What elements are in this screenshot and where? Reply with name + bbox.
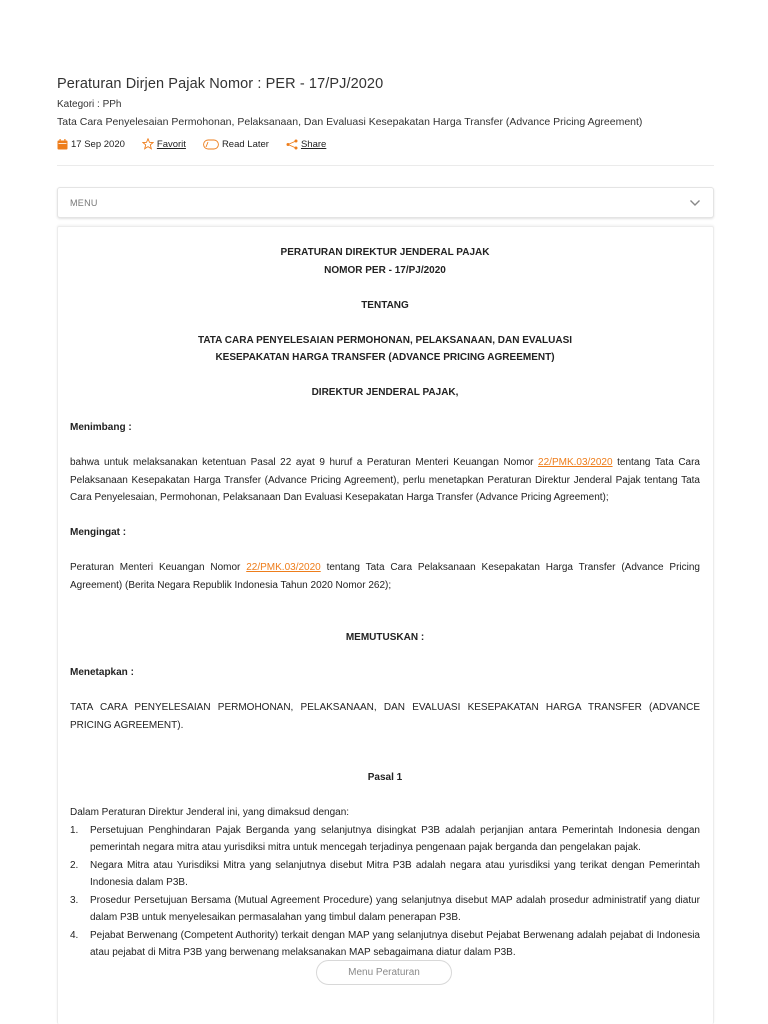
- list-item: 3. Prosedur Persetujuan Bersama (Mutual Agreement Procedure) yang selanjutnya disebut MAP adalah prosedur administratif yang diatur dalam P3B untuk menyelesaikan permasalahan yang timbul dalam penerapan P3B.: [70, 894, 700, 923]
- menu-peraturan-button[interactable]: Menu Peraturan: [316, 960, 452, 985]
- star-icon: [142, 138, 154, 150]
- share-label[interactable]: Share: [300, 138, 327, 150]
- doc-dirjen: DIREKTUR JENDERAL PAJAK,: [311, 387, 459, 398]
- favorite-button[interactable]: [142, 138, 186, 150]
- pmk-link[interactable]: 22/PMK.03/2020: [246, 562, 321, 573]
- read-later-label[interactable]: Read Later: [221, 138, 269, 150]
- share-icon: [286, 139, 298, 150]
- menetapkan-label: Menetapkan :: [70, 667, 134, 678]
- page-subtitle: Tata Cara Penyelesaian Permohonan, Pelaksanaan, Dan Evaluasi Kesepakatan Harga Transfer (Advance Pricing Agreement): [57, 116, 643, 128]
- menetapkan-text: TATA CARA PENYELESAIAN PERMOHONAN, PELAKSANAAN, DAN EVALUASI KESEPAKATAN HARGA TRANSFER (ADVANCE PRICING AGREEMENT).: [70, 702, 700, 731]
- pasal-intro: Dalam Peraturan Direktur Jenderal ini, yang dimaksud dengan:: [70, 807, 350, 818]
- menu-dropdown[interactable]: [57, 187, 714, 218]
- category-label: Kategori : PPh: [57, 99, 122, 110]
- definition-list: [70, 822, 700, 962]
- list-item: 1. Persetujuan Penghindaran Pajak Berganda yang selanjutnya disingkat P3B adalah perjanjian antara Pemerintah Indonesia dengan pemerintah negara mitra atau yurisdiksi mitra untuk mencegah terjadinya pengenaan pajak berganda dan pengelakan pajak.: [70, 824, 700, 853]
- doc-tentang: TENTANG: [361, 299, 409, 311]
- calendar-icon: [57, 139, 68, 150]
- read-later-icon: [203, 139, 219, 150]
- chevron-down-icon[interactable]: [689, 199, 701, 207]
- mengingat-text: Peraturan Menteri Keuangan Nomor 22/PMK.03/2020 tentang Tata Cara Pelaksanaan Kesepakatan Harga Transfer (Advance Pricing Agreement) (Berita Negara Republik Indonesia Tahun 2020 Nomor 262);: [70, 562, 700, 591]
- list-item: 2. Negara Mitra atau Yurisdiksi Mitra yang selanjutnya disebut Mitra P3B adalah negara atau yurisdiksi yang terikat dengan Pemerintah Indonesia dalam P3B.: [70, 859, 700, 888]
- menimbang-label: Menimbang :: [70, 422, 132, 433]
- date-info: [57, 139, 125, 150]
- pasal-heading: Pasal 1: [367, 772, 403, 783]
- doc-title-1: TATA CARA PENYELESAIAN PERMOHONAN, PELAKSANAAN, DAN EVALUASI: [197, 334, 573, 346]
- meta-bar: [57, 138, 714, 150]
- read-later-button[interactable]: [203, 139, 269, 150]
- document-body: [57, 226, 714, 1024]
- menimbang-text: bahwa untuk melaksanakan ketentuan Pasal 22 ayat 9 huruf a Peraturan Menteri Keuangan Nomor 22/PMK.03/2020 tentang Tata Cara Pelaksanaan Kesepakatan Harga Transfer (Advance Pricing Agreement), perlu menetapkan Peraturan Direktur Jenderal Pajak tentang Tata Cara Penyelesaian, Permohonan, Pelaksanaan Dan Evaluasi Kesepakatan Harga Transfer (Advance Pricing Agreement);: [70, 457, 700, 503]
- date-text: 17 Sep 2020: [71, 138, 125, 150]
- doc-heading-2: NOMOR PER - 17/PJ/2020: [324, 264, 446, 276]
- doc-heading-1: PERATURAN DIREKTUR JENDERAL PAJAK: [280, 247, 490, 258]
- list-item: 4. Pejabat Berwenang (Competent Authority) terkait dengan MAP yang selanjutnya disebut Pejabat Berwenang adalah pejabat di Indonesia atau pejabat di Mitra P3B yang berwenang melaksanakan MAP sebagaimana diatur dalam P3B.: [70, 929, 700, 958]
- mengingat-label: Mengingat :: [70, 527, 127, 538]
- share-button[interactable]: [286, 139, 326, 150]
- menu-label: MENU: [70, 197, 98, 208]
- page-title: Peraturan Dirjen Pajak Nomor : PER - 17/PJ/2020: [57, 76, 384, 92]
- doc-title-2: KESEPAKATAN HARGA TRANSFER (ADVANCE PRICING AGREEMENT): [215, 352, 555, 363]
- header-divider: [57, 165, 714, 166]
- favorite-label[interactable]: Favorit: [156, 138, 186, 150]
- pmk-link[interactable]: 22/PMK.03/2020: [538, 457, 613, 468]
- document-header: [57, 76, 714, 150]
- memutuskan-heading: MEMUTUSKAN :: [345, 632, 425, 643]
- document-content: [70, 244, 700, 962]
